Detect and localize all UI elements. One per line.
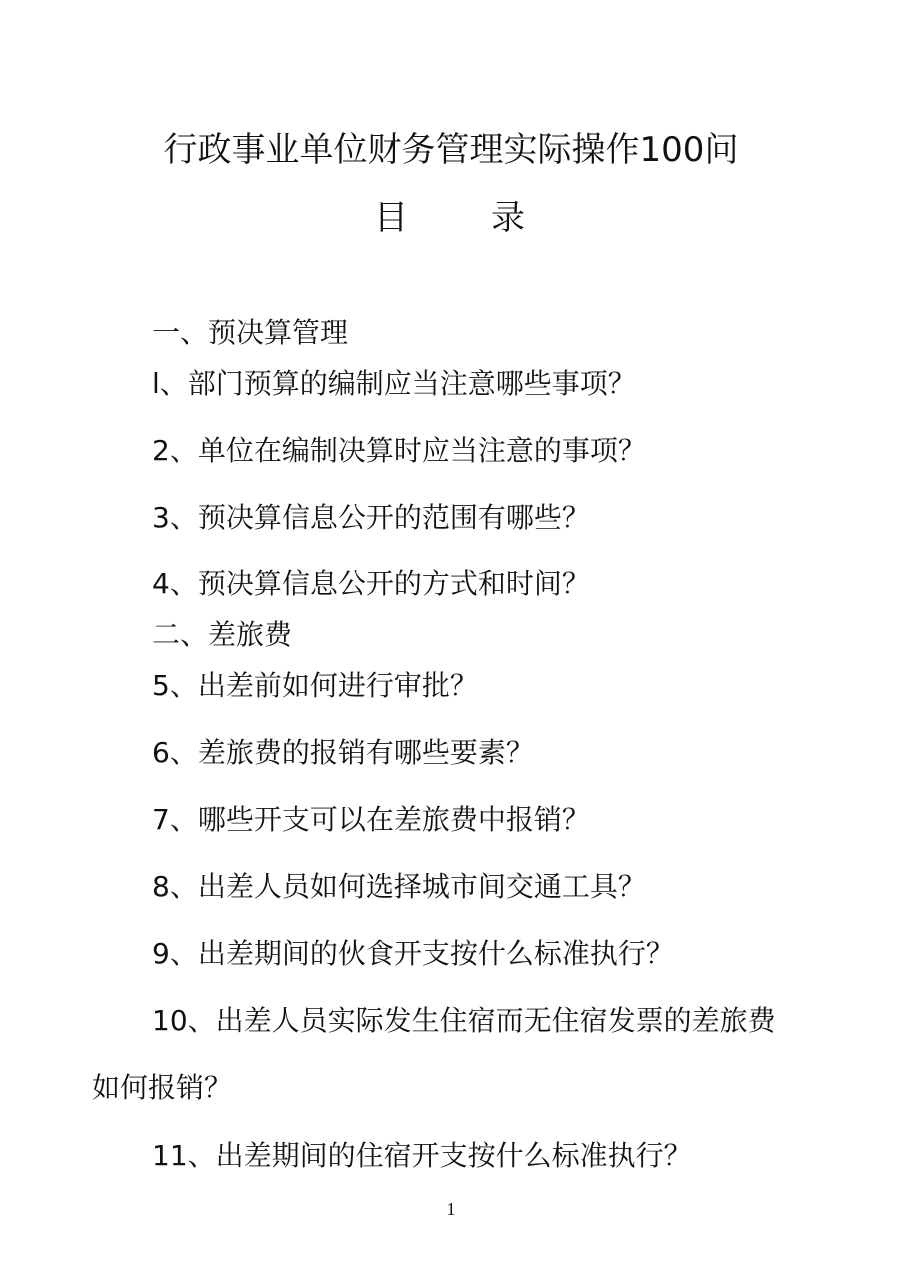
toc-entry: 8、出差人员如何选择城市间交通工具？	[152, 870, 646, 903]
page-number: 1	[446, 1199, 456, 1219]
toc-entry: 9、出差期间的伙食开支按什么标准执行？	[152, 937, 674, 970]
toc-heading-left: 目	[374, 198, 408, 238]
toc-entry: 7、哪些开支可以在差旅费中报销？	[152, 803, 590, 836]
toc-entry: 6、差旅费的报销有哪些要素？	[152, 736, 534, 769]
toc-entry-continuation: 如何报销？	[92, 1071, 233, 1104]
document-title: 行政事业单位财务管理实际操作100问	[163, 130, 739, 170]
toc-entry: 5、出差前如何进行审批？	[152, 669, 478, 702]
toc-entry: 3、预决算信息公开的范围有哪些？	[152, 501, 590, 534]
toc-entry: 4、预决算信息公开的方式和时间？	[152, 567, 590, 600]
toc-heading-right: 录	[491, 198, 525, 238]
toc-entry: 11、出差期间的住宿开支按什么标准执行？	[152, 1139, 692, 1172]
toc-section-heading: 二、差旅费	[152, 618, 293, 651]
toc-entry: l、部门预算的编制应当注意哪些事项？	[152, 367, 636, 400]
toc-entry: 2、单位在编制决算时应当注意的事项？	[152, 434, 646, 467]
toc-section-heading: 一、预决算管理	[152, 316, 349, 349]
toc-entry: 10、出差人员实际发生住宿而无住宿发票的差旅费	[152, 1004, 776, 1037]
